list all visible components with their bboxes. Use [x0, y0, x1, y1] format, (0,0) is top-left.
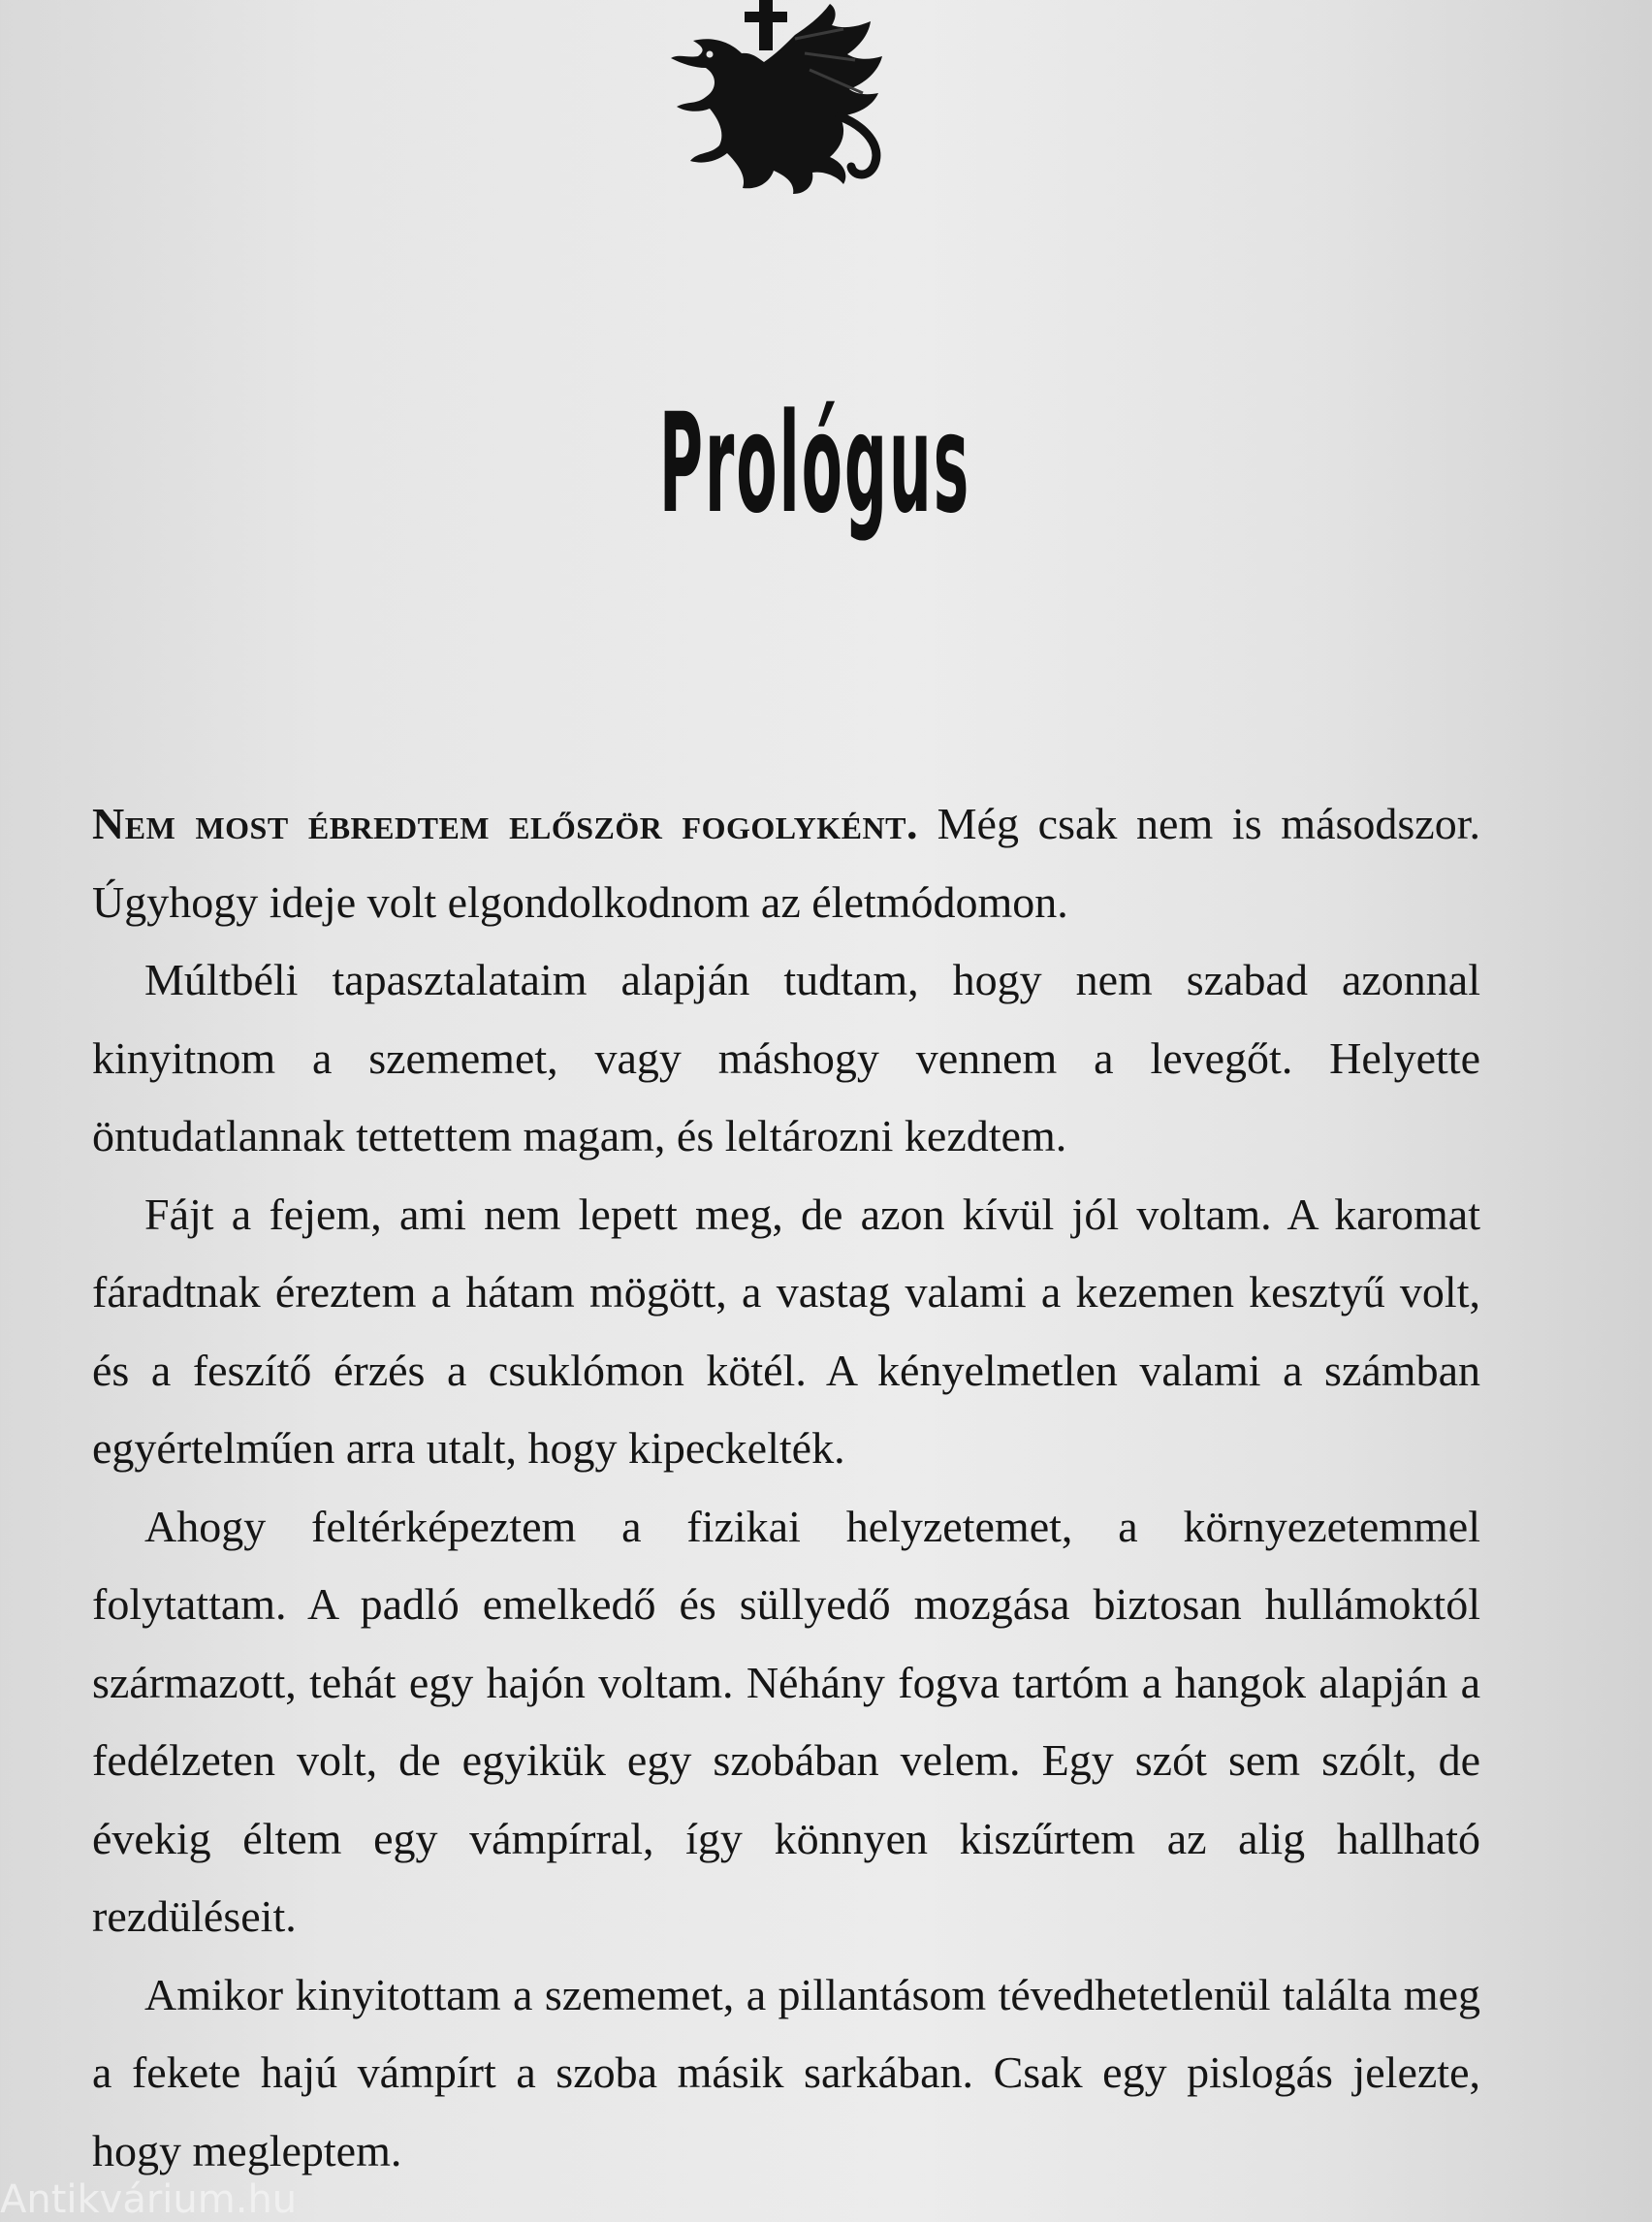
dragon-cross-emblem-icon: [650, 0, 911, 213]
lead-in-small-caps: Nem most ébredtem először fogolyként.: [92, 799, 918, 848]
chapter-title: Prológus: [659, 383, 971, 544]
chapter-text: [92, 785, 1480, 2190]
watermark: Antikvárium.hu: [0, 2177, 298, 2222]
paragraph-3: Fájt a fejem, ami nem lepett meg, de azon kívül jól voltam. A karomat fáradtnak éreztem a hátam mögött, a vastag valami a kezemen kesztyű volt, és a feszítő érzés a csuklómon kötél. A kényelmetlen valami a számban egyértelműen arra utalt, hogy kipeckelték.: [92, 1189, 1480, 1473]
paragraph-4: Ahogy feltérképeztem a fizikai helyzetemet, a környezetemmel folytattam. A padló emelkedő és süllyedő mozgása biztosan hullámoktól származott, tehát egy hajón voltam. Néhány fogva tartóm a hangok alapján a fedélzeten volt, de egyikük egy szobában velem. Egy szót sem szólt, de évekig éltem egy vámpírral, így könnyen kiszűrtem az alig hallható rezdüléseit.: [92, 1501, 1480, 1941]
paragraph-1-text: Még csak nem is másodszor. Úgyhogy ideje volt elgondolkodnom az életmódomon.: [92, 799, 1480, 927]
paragraph-5: Amikor kinyitottam a szememet, a pillantásom tévedhetetlenül találta meg a fekete hajú vámpírt a szoba másik sarkában. Csak egy pislogás jelezte, hogy megleptem.: [92, 1969, 1480, 2175]
paragraph-1: [92, 785, 1480, 941]
paragraph-2: Múltbéli tapasztalataim alapján tudtam, hogy nem szabad azonnal kinyitnom a szememet, vagy máshogy vennem a levegőt. Helyette öntudatlannak tettettem magam, és leltározni kezdtem.: [92, 955, 1480, 1160]
